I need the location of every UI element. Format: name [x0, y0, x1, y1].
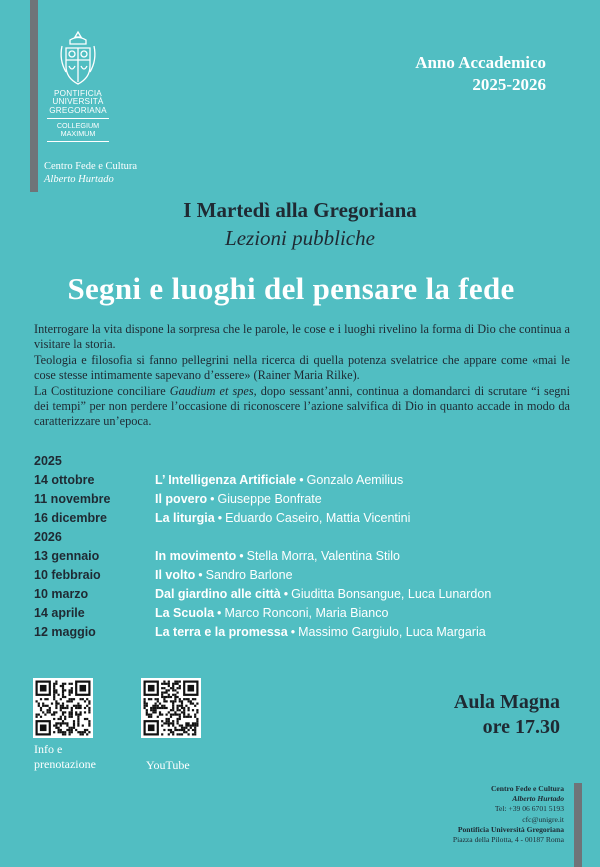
footer-contacts [453, 784, 564, 845]
event-title: Il volto [155, 568, 196, 582]
university-line: PONTIFICIA [54, 89, 102, 98]
event-speakers: Marco Ronconi, Maria Bianco [224, 606, 389, 620]
event-title: La liturgia [155, 511, 215, 525]
event-bullet: • [299, 473, 304, 487]
left-accent-bar [30, 0, 38, 192]
event-date: 12 maggio [34, 625, 96, 639]
event-title: In movimento [155, 549, 237, 563]
centro-label [44, 160, 137, 186]
schedule [34, 452, 584, 642]
event-date: 16 dicembre [34, 511, 107, 525]
right-accent-bar [574, 783, 582, 867]
event-date: 14 aprile [34, 606, 85, 620]
event-title: La terra e la promessa [155, 625, 288, 639]
intro-text-run: , dopo sessant’anni, continua a domandarci di scrutare “i segni dei tempi” per non perdere l’occasione di riconoscere l’azione salvifica di Dio in quanto accade in modo da caratterizzare un’epoca. [34, 383, 570, 429]
footer-centro: Centro Fede e Cultura [490, 784, 564, 793]
intro-paragraph: Teologia e filosofia si fanno pellegrini nella ricerca di quella potenza svelatrice che appare come «mai le cose stesse intimamente sapevano d’essere» (Rainer Maria Rilke). [34, 352, 570, 383]
event-speakers: Giuditta Bonsangue, Luca Lunardon [291, 587, 492, 601]
event-speakers: Stella Morra, Valentina Stilo [246, 549, 400, 563]
event-date: 11 novembre [34, 492, 111, 506]
logo-divider [47, 118, 109, 119]
schedule-row [34, 490, 584, 509]
event-date: 10 febbraio [34, 568, 101, 582]
event-speakers: Sandro Barlone [205, 568, 293, 582]
venue [454, 690, 560, 740]
event-bullet: • [217, 511, 223, 525]
schedule-row [34, 623, 584, 642]
qr-code-youtube[interactable] [141, 678, 201, 738]
series-subtitle: Lezioni pubbliche [225, 226, 375, 250]
qr-info-label-line: Info e [34, 742, 63, 756]
venue-time: ore 17.30 [482, 716, 560, 738]
event-speakers: Massimo Gargiulo, Luca Margaria [298, 625, 486, 639]
venue-place: Aula Magna [453, 691, 560, 713]
schedule-row [34, 566, 584, 585]
schedule-row [34, 471, 584, 490]
footer-tel: Tel: +39 06 6701 5193 [494, 804, 564, 814]
event-bullet: • [198, 568, 203, 582]
event-title: Dal giardino alle città [155, 587, 281, 601]
schedule-year: 2026 [34, 530, 62, 544]
qr-info-label [34, 742, 96, 772]
college-line: COLLEGIUM [56, 121, 100, 131]
footer-university: Pontificia Università Gregoriana [457, 824, 564, 834]
intro-italic-run: Gaudium et spes [169, 383, 254, 398]
event-speakers: Gonzalo Aemilius [306, 473, 404, 487]
event-title: Il povero [155, 492, 208, 506]
university-line: GREGORIANA [49, 105, 107, 115]
university-line: UNIVERSITÀ [52, 97, 104, 107]
logo-divider [47, 141, 109, 142]
intro-paragraph [34, 384, 570, 430]
schedule-row [34, 585, 584, 604]
centro-person: Alberto Hurtado [44, 174, 114, 185]
footer-address: Piazza della Pilotta, 4 - 00187 Roma [452, 835, 564, 845]
qr-info-label-line: prenotazione [34, 757, 96, 771]
schedule-year: 2025 [34, 454, 62, 468]
footer-person: Alberto Hurtado [512, 794, 564, 804]
intro-text-run: La Costituzione conciliare [34, 383, 170, 398]
event-bullet: • [210, 492, 215, 506]
series-heading [0, 196, 600, 252]
event-speakers: Eduardo Caseiro, Mattia Vicentini [225, 511, 411, 525]
event-title: L’ Intelligenza Artificiale [155, 473, 297, 487]
intro-text [34, 322, 570, 430]
university-crest-icon [58, 30, 98, 88]
footer-email[interactable]: cfc@unigre.it [522, 814, 564, 824]
event-date: 13 gennaio [34, 549, 100, 563]
series-title: I Martedì alla Gregoriana [183, 198, 417, 222]
college-line: MAXIMUM [60, 129, 96, 139]
schedule-row [34, 547, 584, 566]
event-bullet: • [283, 587, 289, 601]
qr-code-icon [33, 678, 93, 738]
event-speakers: Giuseppe Bonfrate [217, 492, 322, 506]
academic-year-years: 2025-2026 [472, 75, 546, 94]
schedule-row [34, 604, 584, 623]
event-date: 10 marzo [34, 587, 89, 601]
centro-name: Centro Fede e Cultura [44, 161, 138, 172]
event-bullet: • [290, 625, 296, 639]
academic-year [415, 52, 546, 96]
event-title: La Scuola [155, 606, 215, 620]
schedule-row [34, 509, 584, 528]
event-bullet: • [239, 549, 244, 563]
qr-code-info[interactable] [33, 678, 93, 738]
main-title: Segni e luoghi del pensare la fede [67, 271, 515, 306]
university-name [43, 90, 113, 115]
qr-code-icon [141, 678, 201, 738]
academic-year-label: Anno Accademico [415, 53, 546, 72]
university-logo [43, 30, 113, 145]
event-bullet: • [217, 606, 222, 620]
event-date: 14 ottobre [34, 473, 95, 487]
college-name [43, 122, 113, 138]
qr-youtube-label: YouTube [146, 758, 190, 772]
intro-paragraph: Interrogare la vita dispone la sorpresa che le parole, le cose e i luoghi rivelino la forma di Dio che continua a visitare la storia. [34, 322, 570, 352]
